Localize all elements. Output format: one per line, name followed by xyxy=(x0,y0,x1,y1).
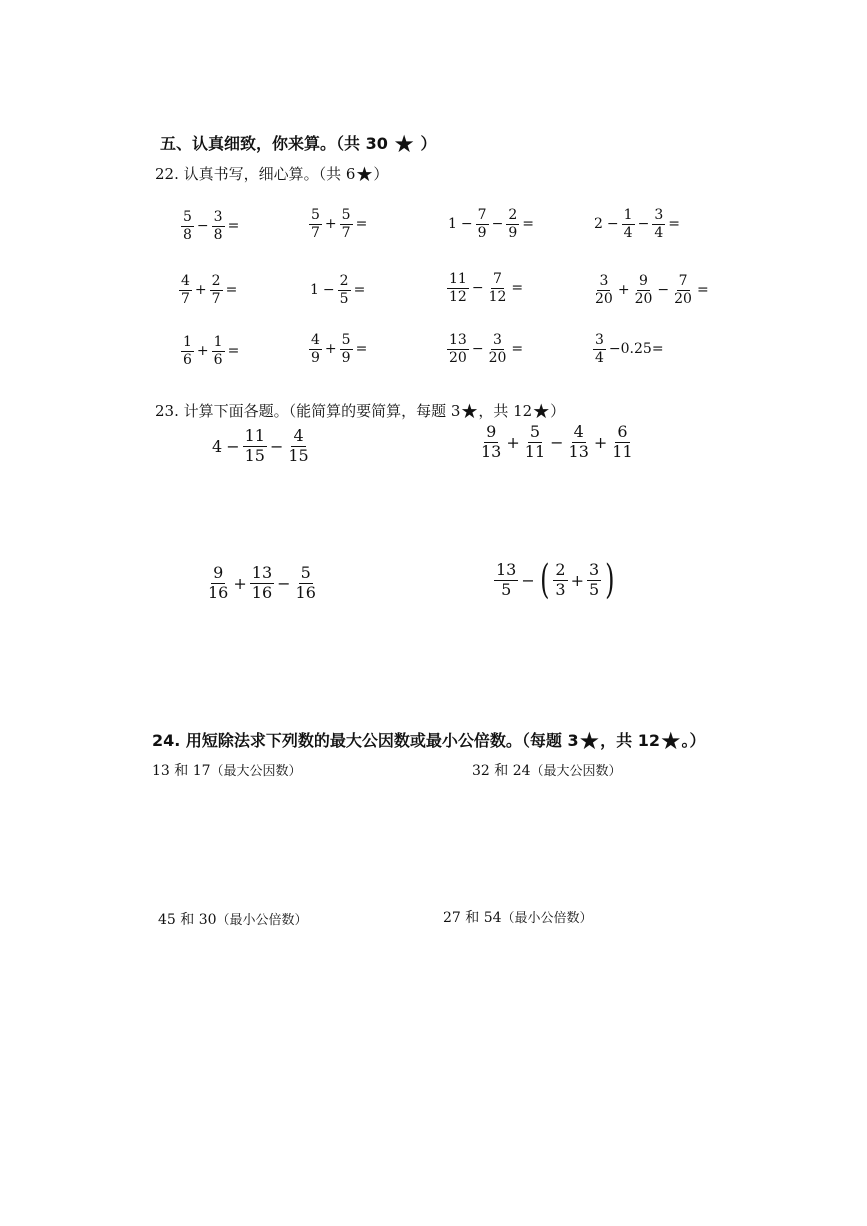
star-icon: ★ xyxy=(532,399,551,423)
fraction xyxy=(523,424,547,461)
numerator: 1 xyxy=(623,207,633,223)
denominator: 9 xyxy=(508,224,518,241)
fraction xyxy=(494,559,518,599)
q22-expression xyxy=(308,208,369,240)
numerator: 5 xyxy=(341,332,351,348)
numerator: 5 xyxy=(300,563,311,582)
star-icon: ★ xyxy=(460,399,479,423)
denominator: 16 xyxy=(295,582,316,602)
numerator: 4 xyxy=(311,332,320,348)
denominator: 20 xyxy=(488,349,507,366)
denominator: 9 xyxy=(341,349,351,366)
denominator: 4 xyxy=(595,349,604,366)
operator: = xyxy=(227,218,240,235)
operator: + xyxy=(570,570,584,590)
denominator: 7 xyxy=(341,224,351,241)
operator: − xyxy=(322,282,335,299)
q22-expression xyxy=(446,333,525,365)
denominator: 9 xyxy=(311,349,320,366)
denominator: 6 xyxy=(183,351,192,368)
q22-expression xyxy=(592,333,666,365)
fraction xyxy=(212,210,225,242)
denominator: 20 xyxy=(449,349,467,366)
denominator: 15 xyxy=(288,445,309,465)
fraction xyxy=(506,208,519,240)
denominator: 6 xyxy=(213,351,223,368)
operator: = xyxy=(225,282,238,299)
operator: − xyxy=(277,573,291,593)
q24-task: 32 和 24（最大公因数） xyxy=(472,763,622,779)
fraction xyxy=(487,333,509,365)
numerator: 7 xyxy=(493,271,502,287)
denominator: 5 xyxy=(339,290,349,307)
denominator: 15 xyxy=(244,445,265,465)
fraction xyxy=(212,335,225,367)
number: 1 xyxy=(448,216,457,233)
star-icon: ★ xyxy=(578,727,601,755)
operator: = xyxy=(511,280,524,297)
numerator: 3 xyxy=(654,207,664,223)
q22-expression xyxy=(308,333,369,365)
operator: − xyxy=(226,436,240,456)
denominator: 12 xyxy=(449,288,467,305)
fraction xyxy=(286,428,310,465)
fraction xyxy=(309,208,322,240)
operator: − xyxy=(637,216,650,233)
q23-expression xyxy=(478,424,636,461)
question-22-heading: 22. 认真书写，细心算。（共 6★） xyxy=(155,162,389,186)
fraction xyxy=(593,333,606,365)
numerator: 4 xyxy=(181,273,190,289)
fraction xyxy=(340,208,353,240)
denominator: 7 xyxy=(211,290,221,307)
q22-expression xyxy=(592,274,711,306)
numerator: 2 xyxy=(339,273,349,289)
denominator: 16 xyxy=(251,582,273,602)
operator: − xyxy=(521,570,535,590)
fraction xyxy=(593,274,615,306)
fraction xyxy=(652,208,665,240)
numerator: 9 xyxy=(213,563,224,582)
numerator: 3 xyxy=(493,332,502,348)
denominator: 13 xyxy=(568,441,589,461)
denominator: 16 xyxy=(208,582,229,602)
numerator: 4 xyxy=(573,422,584,441)
fraction xyxy=(447,272,469,304)
operator: = xyxy=(522,216,534,233)
operator: − xyxy=(550,432,564,452)
fraction xyxy=(309,333,322,365)
operator: + xyxy=(194,282,207,299)
operator: − xyxy=(460,216,473,233)
operator: = xyxy=(511,341,524,358)
denominator: 5 xyxy=(588,579,600,599)
numerator: 13 xyxy=(449,332,467,348)
fraction xyxy=(210,274,223,306)
fraction xyxy=(672,274,694,306)
numerator: 7 xyxy=(678,273,688,289)
numerator: 2 xyxy=(211,273,221,289)
denominator: 11 xyxy=(524,441,546,461)
numerator: 9 xyxy=(639,273,648,289)
fraction xyxy=(338,274,351,306)
operator: + xyxy=(196,343,209,360)
q23-expression xyxy=(493,557,618,603)
q23-expression xyxy=(205,565,319,602)
fraction xyxy=(633,274,655,306)
fraction xyxy=(479,424,503,461)
denominator: 4 xyxy=(654,224,664,241)
operator: + xyxy=(233,573,247,593)
numerator: 13 xyxy=(496,559,517,579)
q22-expression xyxy=(592,208,682,240)
denominator: 20 xyxy=(595,290,613,307)
denominator: 3 xyxy=(555,579,566,599)
fraction xyxy=(447,333,469,365)
numerator: 11 xyxy=(244,426,265,445)
denominator: 11 xyxy=(612,441,633,461)
q22-expression xyxy=(180,335,241,367)
fraction xyxy=(587,559,601,599)
operator: − xyxy=(269,436,284,456)
numerator: 3 xyxy=(588,559,600,579)
numerator: 6 xyxy=(617,422,628,441)
operator: + xyxy=(324,341,337,358)
denominator: 9 xyxy=(477,224,487,241)
number: 1 xyxy=(310,282,319,299)
fraction xyxy=(622,208,635,240)
denominator: 12 xyxy=(488,288,507,305)
numerator: 5 xyxy=(311,207,320,223)
fraction xyxy=(181,335,194,367)
operator: − xyxy=(606,216,619,233)
operator: − xyxy=(657,282,670,299)
star-icon: ★ xyxy=(393,130,415,158)
denominator: 5 xyxy=(501,579,512,599)
parenthesis: ( xyxy=(539,557,550,603)
fraction xyxy=(206,565,230,602)
numerator: 5 xyxy=(341,207,351,223)
q22-expression xyxy=(446,208,536,240)
operator: = xyxy=(227,343,240,360)
operator: − xyxy=(491,216,504,233)
q24-task: 45 和 30（最小公倍数） xyxy=(158,912,308,928)
number: 4 xyxy=(212,436,223,456)
numerator: 1 xyxy=(213,334,223,350)
q24-task: 13 和 17（最大公因数） xyxy=(152,763,302,779)
numerator: 9 xyxy=(486,422,497,441)
fraction xyxy=(553,559,567,599)
numerator: 2 xyxy=(508,207,518,223)
fraction xyxy=(340,333,353,365)
operator: = xyxy=(355,341,368,358)
operator: = xyxy=(696,282,709,299)
operator: − xyxy=(196,218,209,235)
number: 2 xyxy=(594,216,603,233)
q22-expression xyxy=(446,272,525,304)
star-icon: ★ xyxy=(659,727,682,755)
operator: = xyxy=(353,282,366,299)
operator: + xyxy=(593,432,608,452)
fraction xyxy=(610,424,634,461)
denominator: 7 xyxy=(181,290,190,307)
star-icon: ★ xyxy=(355,162,374,186)
fraction xyxy=(567,424,591,461)
numerator: 3 xyxy=(599,273,609,289)
denominator: 7 xyxy=(311,224,320,241)
q22-expression xyxy=(180,210,241,242)
denominator: 4 xyxy=(623,224,633,241)
operator: + xyxy=(324,216,337,233)
numerator: 3 xyxy=(213,209,223,225)
operator: − xyxy=(471,341,484,358)
fraction xyxy=(250,565,274,602)
fraction xyxy=(476,208,489,240)
fraction xyxy=(243,428,267,465)
operator: −0.25= xyxy=(608,341,664,358)
q24-task: 27 和 54（最小公倍数） xyxy=(443,910,593,926)
numerator: 13 xyxy=(251,563,273,582)
q22-expression xyxy=(178,274,239,306)
numerator: 2 xyxy=(555,559,566,579)
fraction xyxy=(294,565,318,602)
operator: = xyxy=(355,216,368,233)
q23-expression xyxy=(210,428,312,465)
numerator: 3 xyxy=(595,332,604,348)
operator: + xyxy=(506,432,520,452)
numerator: 5 xyxy=(183,209,192,225)
numerator: 4 xyxy=(293,426,304,445)
operator: − xyxy=(471,280,484,297)
denominator: 8 xyxy=(183,226,192,243)
denominator: 20 xyxy=(634,290,653,307)
fraction xyxy=(181,210,194,242)
operator: + xyxy=(617,282,630,299)
numerator: 7 xyxy=(477,207,487,223)
numerator: 11 xyxy=(449,271,467,287)
section-five-heading: 五、认真细致，你来算。（共 30 ★ ） xyxy=(160,130,437,158)
question-24-heading: 24. 用短除法求下列数的最大公因数或最小公倍数。（每题 3★，共 12★。） xyxy=(152,727,706,755)
numerator: 1 xyxy=(183,334,192,350)
fraction xyxy=(487,272,509,304)
denominator: 13 xyxy=(481,441,502,461)
denominator: 8 xyxy=(213,226,223,243)
parenthesis: ) xyxy=(605,557,615,603)
fraction xyxy=(179,274,192,306)
denominator: 20 xyxy=(674,290,692,307)
operator: = xyxy=(668,216,680,233)
q22-expression xyxy=(308,274,367,306)
numerator: 5 xyxy=(529,422,541,441)
question-23-heading: 23. 计算下面各题。（能简算的要简算，每题 3★，共 12★） xyxy=(155,399,566,423)
